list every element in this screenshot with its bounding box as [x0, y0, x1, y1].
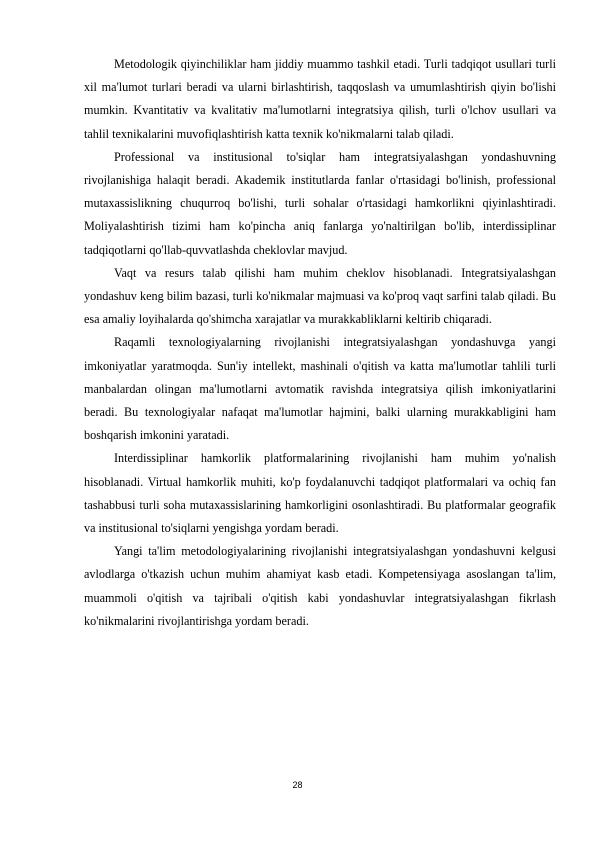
page-body: [84, 53, 556, 633]
paragraph-collaboration-platforms: Interdissiplinar hamkorlik platformalarining rivojlanishi ham muhim yo'nalish hisoblanadi. Virtual hamkorlik muhiti, ko'p foydalanuvchi tadqiqot platformalari va ochiq fan tashabbusi turli soha mutaxassislarining hamkorligini osonlashtiradi. Bu platformalar geografik va institusional to'siqlarni yengishga yordam beradi.: [84, 451, 556, 536]
paragraph-digital-technologies: Raqamli texnologiyalarning rivojlanishi integratsiyalashgan yondashuvga yangi imkoniyatlar yaratmoqda. Sun'iy intellekt, mashinali o'qitish va katta ma'lumotlar tahlili turli manbalardan olingan ma'lumotlarni avtomatik ravishda integratsiya qilish imkoniyatlarini beradi. Bu texnologiyalar nafaqat ma'lumotlar hajmini, balki ularning murakkabligini ham boshqarish imkonini yaratadi.: [84, 335, 556, 443]
page-number: 28: [292, 780, 303, 790]
paragraph-time-resources: Vaqt va resurs talab qilishi ham muhim cheklov hisoblanadi. Integratsiyalashgan yondashuv keng bilim bazasi, turli ko'nikmalar majmuasi va ko'proq vaqt sarfini talab qiladi. Bu esa amaliy loyihalarda qo'shimcha xarajatlar va murakkabliklarni keltirib chiqaradi.: [84, 265, 556, 327]
paragraph-education-methodologies: Yangi ta'lim metodologiyalarining rivojlanishi integratsiyalashgan yondashuvni kelgusi avlodlarga o'tkazish uchun muhim ahamiyat kasb etadi. Kompetensiyaga asoslangan ta'lim, muammoli o'qitish va tajribali o'qitish kabi yondashuvlar integratsiyalashgan fikrlash ko'nikmalarini rivojlantirishga yordam beradi.: [84, 544, 556, 628]
paragraph-institutional-barriers: Professional va institusional to'siqlar ham integratsiyalashgan yondashuvning rivojlanishiga halaqit beradi. Akademik institutlarda fanlar o'rtasidagi bo'linish, professional mutaxassislikning chuqurroq bo'lishi, turli sohalar o'rtasidagi hamkorlikni qiyinlashtiradi. Moliyalashtirish tizimi ham ko'pincha aniq fanlarga yo'naltirilgan bo'lib, interdissiplinar tadqiqotlarni qo'llab-quvvatlashda cheklovlar mavjud.: [84, 149, 556, 257]
paragraph-methodological-challenges: Metodologik qiyinchiliklar ham jiddiy muammo tashkil etadi. Turli tadqiqot usullari turli xil ma'lumot turlari beradi va ularni birlashtirish, taqqoslash va umumlashtirish qiyin bo'lishi mumkin. Kvantitativ va kvalitativ ma'lumotlarni integratsiya qilish, turli o'lchov usullari va tahlil texnikalarini muvofiqlashtirish katta texnik ko'nikmalarni talab qiladi.: [84, 57, 556, 141]
